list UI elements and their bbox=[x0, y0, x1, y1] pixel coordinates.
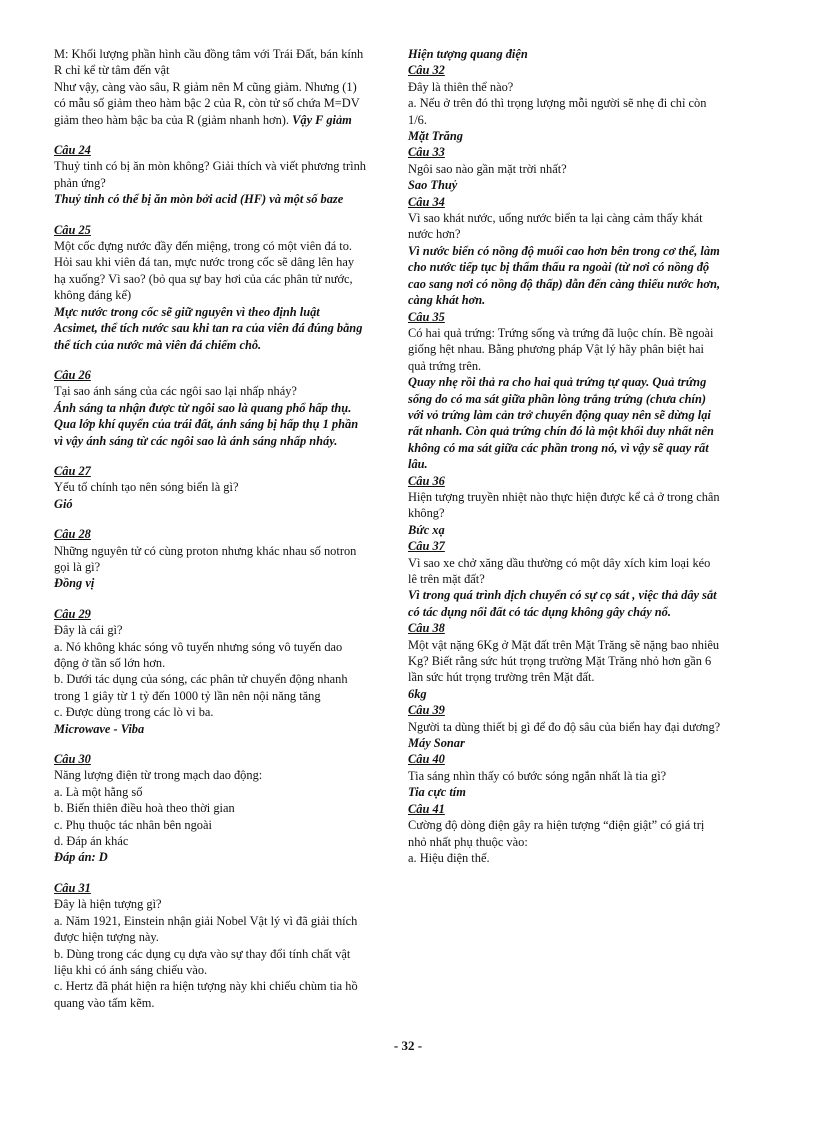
answer-line: thể tích của nước mà viên đá chiếm chỗ. bbox=[54, 337, 262, 352]
answer-line: lâu. bbox=[408, 457, 428, 472]
question-block bbox=[54, 142, 392, 208]
answer-line: với vỏ trứng làm cản trở chuyển động quay nên sẽ dừng lại bbox=[408, 407, 711, 422]
question-title: Câu 32 bbox=[408, 63, 445, 78]
answer-line: càng khát hơn. bbox=[408, 293, 486, 308]
question-title: Câu 29 bbox=[54, 606, 91, 621]
answer-line: Microwave - Viba bbox=[54, 721, 145, 736]
question-title: Câu 33 bbox=[408, 145, 445, 160]
question-text-line: 1/6. bbox=[408, 112, 427, 127]
question-text-line: động ở tần số lớn hơn. bbox=[54, 656, 166, 670]
question-block bbox=[408, 538, 748, 620]
question-text-line: Hiện tượng truyền nhiệt nào thực hiện được kể cả ở trong chân bbox=[408, 489, 720, 504]
answer-line: Vì trong quá trình dịch chuyển có sự cọ sát , việc thả dây sắt bbox=[408, 588, 717, 603]
text-line: M: Khối lượng phần hình cầu đồng tâm với Trái Đất, bán kính bbox=[54, 47, 364, 61]
question-block bbox=[408, 801, 748, 867]
question-title: Câu 35 bbox=[408, 309, 445, 324]
question-block bbox=[54, 222, 392, 353]
question-text-line: không? bbox=[408, 506, 445, 521]
question-text-line: Đây là thiên thể nào? bbox=[408, 79, 514, 94]
answer-line: Acsimet, thể tích nước sau khi tan ra của viên đá đúng bằng bbox=[54, 321, 363, 336]
question-text-line: gọi là gì? bbox=[54, 559, 101, 574]
answer-line: không có ma sát giữa các phần trong nó, vì vậy sẽ quay rất bbox=[408, 440, 709, 455]
answer-line: sống do có ma sát giữa phần lòng trắng trứng (chưa chín) bbox=[408, 391, 707, 406]
text-line: R chỉ kể từ tâm đến vật bbox=[54, 63, 170, 78]
question-title: Câu 25 bbox=[54, 222, 91, 237]
intro-text bbox=[54, 46, 392, 128]
left-question-list bbox=[54, 142, 392, 1011]
left-column bbox=[54, 46, 392, 1011]
text-line: Như vậy, càng vào sâu, R giảm nên M cũng giảm. Nhưng (1) bbox=[54, 79, 357, 94]
question-title: Câu 31 bbox=[54, 880, 91, 895]
top-answer: Hiện tượng quang điện bbox=[408, 47, 528, 61]
question-block bbox=[408, 751, 748, 800]
answer-line: rất nhanh. Còn quả trứng chín đó là một khối duy nhất nên bbox=[408, 424, 714, 439]
question-text-line: giống hệt nhau. Bằng phương pháp Vật lý hãy phân biệt hai bbox=[408, 342, 704, 357]
question-text-line: a. Nếu ở trên đó thì trọng lượng mỗi người sẽ nhẹ đi chỉ còn bbox=[408, 96, 707, 111]
question-block bbox=[408, 702, 748, 751]
question-block bbox=[408, 473, 748, 539]
question-text-line: liệu khi có ánh sáng chiếu vào. bbox=[54, 962, 208, 977]
question-block bbox=[408, 194, 748, 309]
question-text-line: không đáng kể) bbox=[54, 288, 132, 303]
question-text-line: Thuỷ tinh có bị ăn mòn không? Giải thích và viết phương trình bbox=[54, 159, 366, 174]
question-text-line: Đây là hiện tượng gì? bbox=[54, 897, 162, 912]
question-block bbox=[54, 751, 392, 866]
question-text-line: Kg? Biết rằng sức hút trọng trường Mặt Trăng nhỏ hơn gần 6 bbox=[408, 654, 712, 669]
question-text-line: a. Hiệu điện thế. bbox=[408, 850, 490, 865]
question-text-line: Tia sáng nhìn thấy có bước sóng ngắn nhất là tia gì? bbox=[408, 768, 667, 783]
question-text-line: Người ta dùng thiết bị gì để đo độ sâu của biển hay đại dương? bbox=[408, 719, 721, 734]
answer-line: cao sang nơi có nồng độ thấp) dẫn đến càng thiếu nước hơn, bbox=[408, 276, 721, 291]
question-text-line: c. Phụ thuộc tác nhân bên ngoài bbox=[54, 817, 212, 832]
question-block bbox=[408, 309, 748, 473]
answer-line: Ánh sáng ta nhận được từ ngôi sao là quang phổ hấp thụ. bbox=[54, 400, 352, 415]
question-title: Câu 37 bbox=[408, 539, 445, 554]
answer-line: Sao Thuỷ bbox=[408, 178, 458, 193]
question-text-line: Tại sao ánh sáng của các ngôi sao lại nhấp nháy? bbox=[54, 384, 297, 399]
question-block bbox=[54, 367, 392, 449]
question-title: Câu 34 bbox=[408, 194, 445, 209]
question-text-line: phản ứng? bbox=[54, 175, 106, 190]
question-text-line: lê trên mặt đất? bbox=[408, 572, 485, 586]
intro-last-line: giảm theo hàm bậc ba của R (giảm nhanh hơn). Vậy F giảm bbox=[54, 112, 352, 127]
question-text-line: hạ xuống? Vì sao? (bỏ qua sự bay hơi của các phân tử nước, bbox=[54, 271, 353, 286]
question-title: Câu 36 bbox=[408, 473, 445, 488]
intro-answer: Vậy F giảm bbox=[292, 112, 352, 127]
question-text-line: b. Biến thiên điều hoà theo thời gian bbox=[54, 801, 235, 816]
question-text-line: được hiện tượng này. bbox=[54, 930, 159, 945]
answer-line: cho nước tiếp tục bị thẩm thấu ra ngoài (từ nơi có nồng độ bbox=[408, 260, 710, 275]
question-block bbox=[408, 144, 748, 193]
question-title: Câu 26 bbox=[54, 367, 91, 382]
question-title: Câu 38 bbox=[408, 621, 445, 636]
question-text-line: c. Hertz đã phát hiện ra hiện tượng này khi chiếu chùm tia hồ bbox=[54, 979, 358, 994]
question-block bbox=[54, 526, 392, 592]
answer-line: Thuỷ tinh có thể bị ăn mòn bởi acid (HF) và một số baze bbox=[54, 192, 344, 207]
question-text-line: Ngôi sao nào gần mặt trời nhất? bbox=[408, 161, 567, 176]
question-text-line: c. Được dùng trong các lò vi ba. bbox=[54, 705, 214, 720]
answer-line: Quay nhẹ rồi thả ra cho hai quả trứng tự quay. Quả trứng bbox=[408, 375, 707, 390]
answer-line: Đáp án: D bbox=[54, 850, 108, 865]
question-text-line: Một vật nặng 6Kg ở Mặt đất trên Mặt Trăng sẽ nặng bao nhiêu bbox=[408, 637, 720, 652]
answer-line: vì vậy ánh sáng từ các ngôi sao là ánh sáng nhấp nháy. bbox=[54, 433, 338, 448]
answer-line: Qua lớp khí quyển của trái đất, ánh sáng bị hấp thụ 1 phần bbox=[54, 417, 359, 432]
question-text-line: Năng lượng điện từ trong mạch dao động: bbox=[54, 768, 263, 783]
question-text-line: Những nguyên tử có cùng proton nhưng khác nhau số notron bbox=[54, 543, 357, 558]
question-text-line: nhỏ nhất phụ thuộc vào: bbox=[408, 834, 528, 849]
question-text-line: a. Nó không khác sóng vô tuyến nhưng sóng vô tuyến dao bbox=[54, 639, 343, 654]
question-title: Câu 39 bbox=[408, 703, 445, 718]
answer-line: 6kg bbox=[408, 686, 427, 701]
question-text-line: trong 1 giây từ 1 tỷ đến 1000 tỷ lần nên nội năng tăng bbox=[54, 688, 321, 703]
question-block bbox=[408, 62, 748, 144]
page-number: - 32 - bbox=[393, 1038, 423, 1053]
question-title: Câu 27 bbox=[54, 463, 91, 478]
answer-line: Gió bbox=[54, 496, 73, 511]
question-text-line: Đây là cái gì? bbox=[54, 623, 123, 638]
answer-line: Vì nước biển có nồng độ muối cao hơn bên trong cơ thể, làm bbox=[408, 243, 720, 258]
answer-line: Máy Sonar bbox=[408, 736, 465, 751]
answer-line: Tia cực tím bbox=[408, 785, 466, 800]
question-block bbox=[408, 620, 748, 702]
question-text-line: lần sức hút trọng trường trên Mặt đất. bbox=[408, 670, 595, 685]
answer-line: Đồng vị bbox=[54, 576, 95, 591]
question-text-line: a. Là một hằng số bbox=[54, 784, 143, 799]
question-title: Câu 28 bbox=[54, 527, 91, 542]
right-column bbox=[408, 46, 748, 866]
question-text-line: Yếu tố chính tạo nên sóng biển là gì? bbox=[54, 480, 239, 495]
right-question-list bbox=[408, 62, 748, 866]
question-block bbox=[54, 463, 392, 512]
answer-line: có tác dụng nối đất có tác dụng không gây cháy nổ. bbox=[408, 604, 671, 619]
question-text-line: Có hai quả trứng: Trứng sống và trứng đã luộc chín. Bề ngoài bbox=[408, 325, 714, 340]
question-text-line: Một cốc đựng nước đầy đến miệng, trong có một viên đá to. bbox=[54, 239, 353, 254]
question-title: Câu 30 bbox=[54, 752, 91, 767]
question-title: Câu 41 bbox=[408, 801, 445, 816]
answer-line: Mực nước trong cốc sẽ giữ nguyên vì theo định luật bbox=[54, 304, 320, 319]
question-text-line: Vì sao khát nước, uống nước biển ta lại càng cảm thấy khát bbox=[408, 211, 703, 226]
question-title: Câu 24 bbox=[54, 143, 91, 158]
question-block bbox=[54, 880, 392, 1011]
question-text-line: quang vào tấm kẽm. bbox=[54, 995, 155, 1010]
question-text-line: b. Dưới tác dụng của sóng, các phân tử chuyển động nhanh bbox=[54, 672, 348, 687]
question-text-line: quả trứng trên. bbox=[408, 358, 482, 373]
question-text-line: Cường độ dòng điện gây ra hiện tượng “điện giật” có giá trị bbox=[408, 818, 705, 833]
question-text-line: Vì sao xe chở xăng dầu thường có một dây xích kim loại kéo bbox=[408, 555, 711, 570]
answer-line: Mặt Trăng bbox=[408, 129, 463, 144]
question-text-line: d. Đáp án khác bbox=[54, 834, 129, 849]
text-line: có mẫu số giảm theo hàm bậc 2 của R, còn tử số chứa M=DV bbox=[54, 96, 360, 111]
question-title: Câu 40 bbox=[408, 752, 445, 767]
question-text-line: b. Dùng trong các dụng cụ dựa vào sự thay đổi tính chất vật bbox=[54, 946, 351, 961]
question-text-line: Hỏi sau khi viên đá tan, mực nước trong cốc sẽ dâng lên hay bbox=[54, 255, 355, 270]
question-text-line: nước hơn? bbox=[408, 227, 461, 242]
answer-line: Bức xạ bbox=[408, 522, 445, 537]
question-block bbox=[54, 606, 392, 737]
question-text-line: a. Năm 1921, Einstein nhận giải Nobel Vật lý vì đã giải thích bbox=[54, 913, 358, 928]
